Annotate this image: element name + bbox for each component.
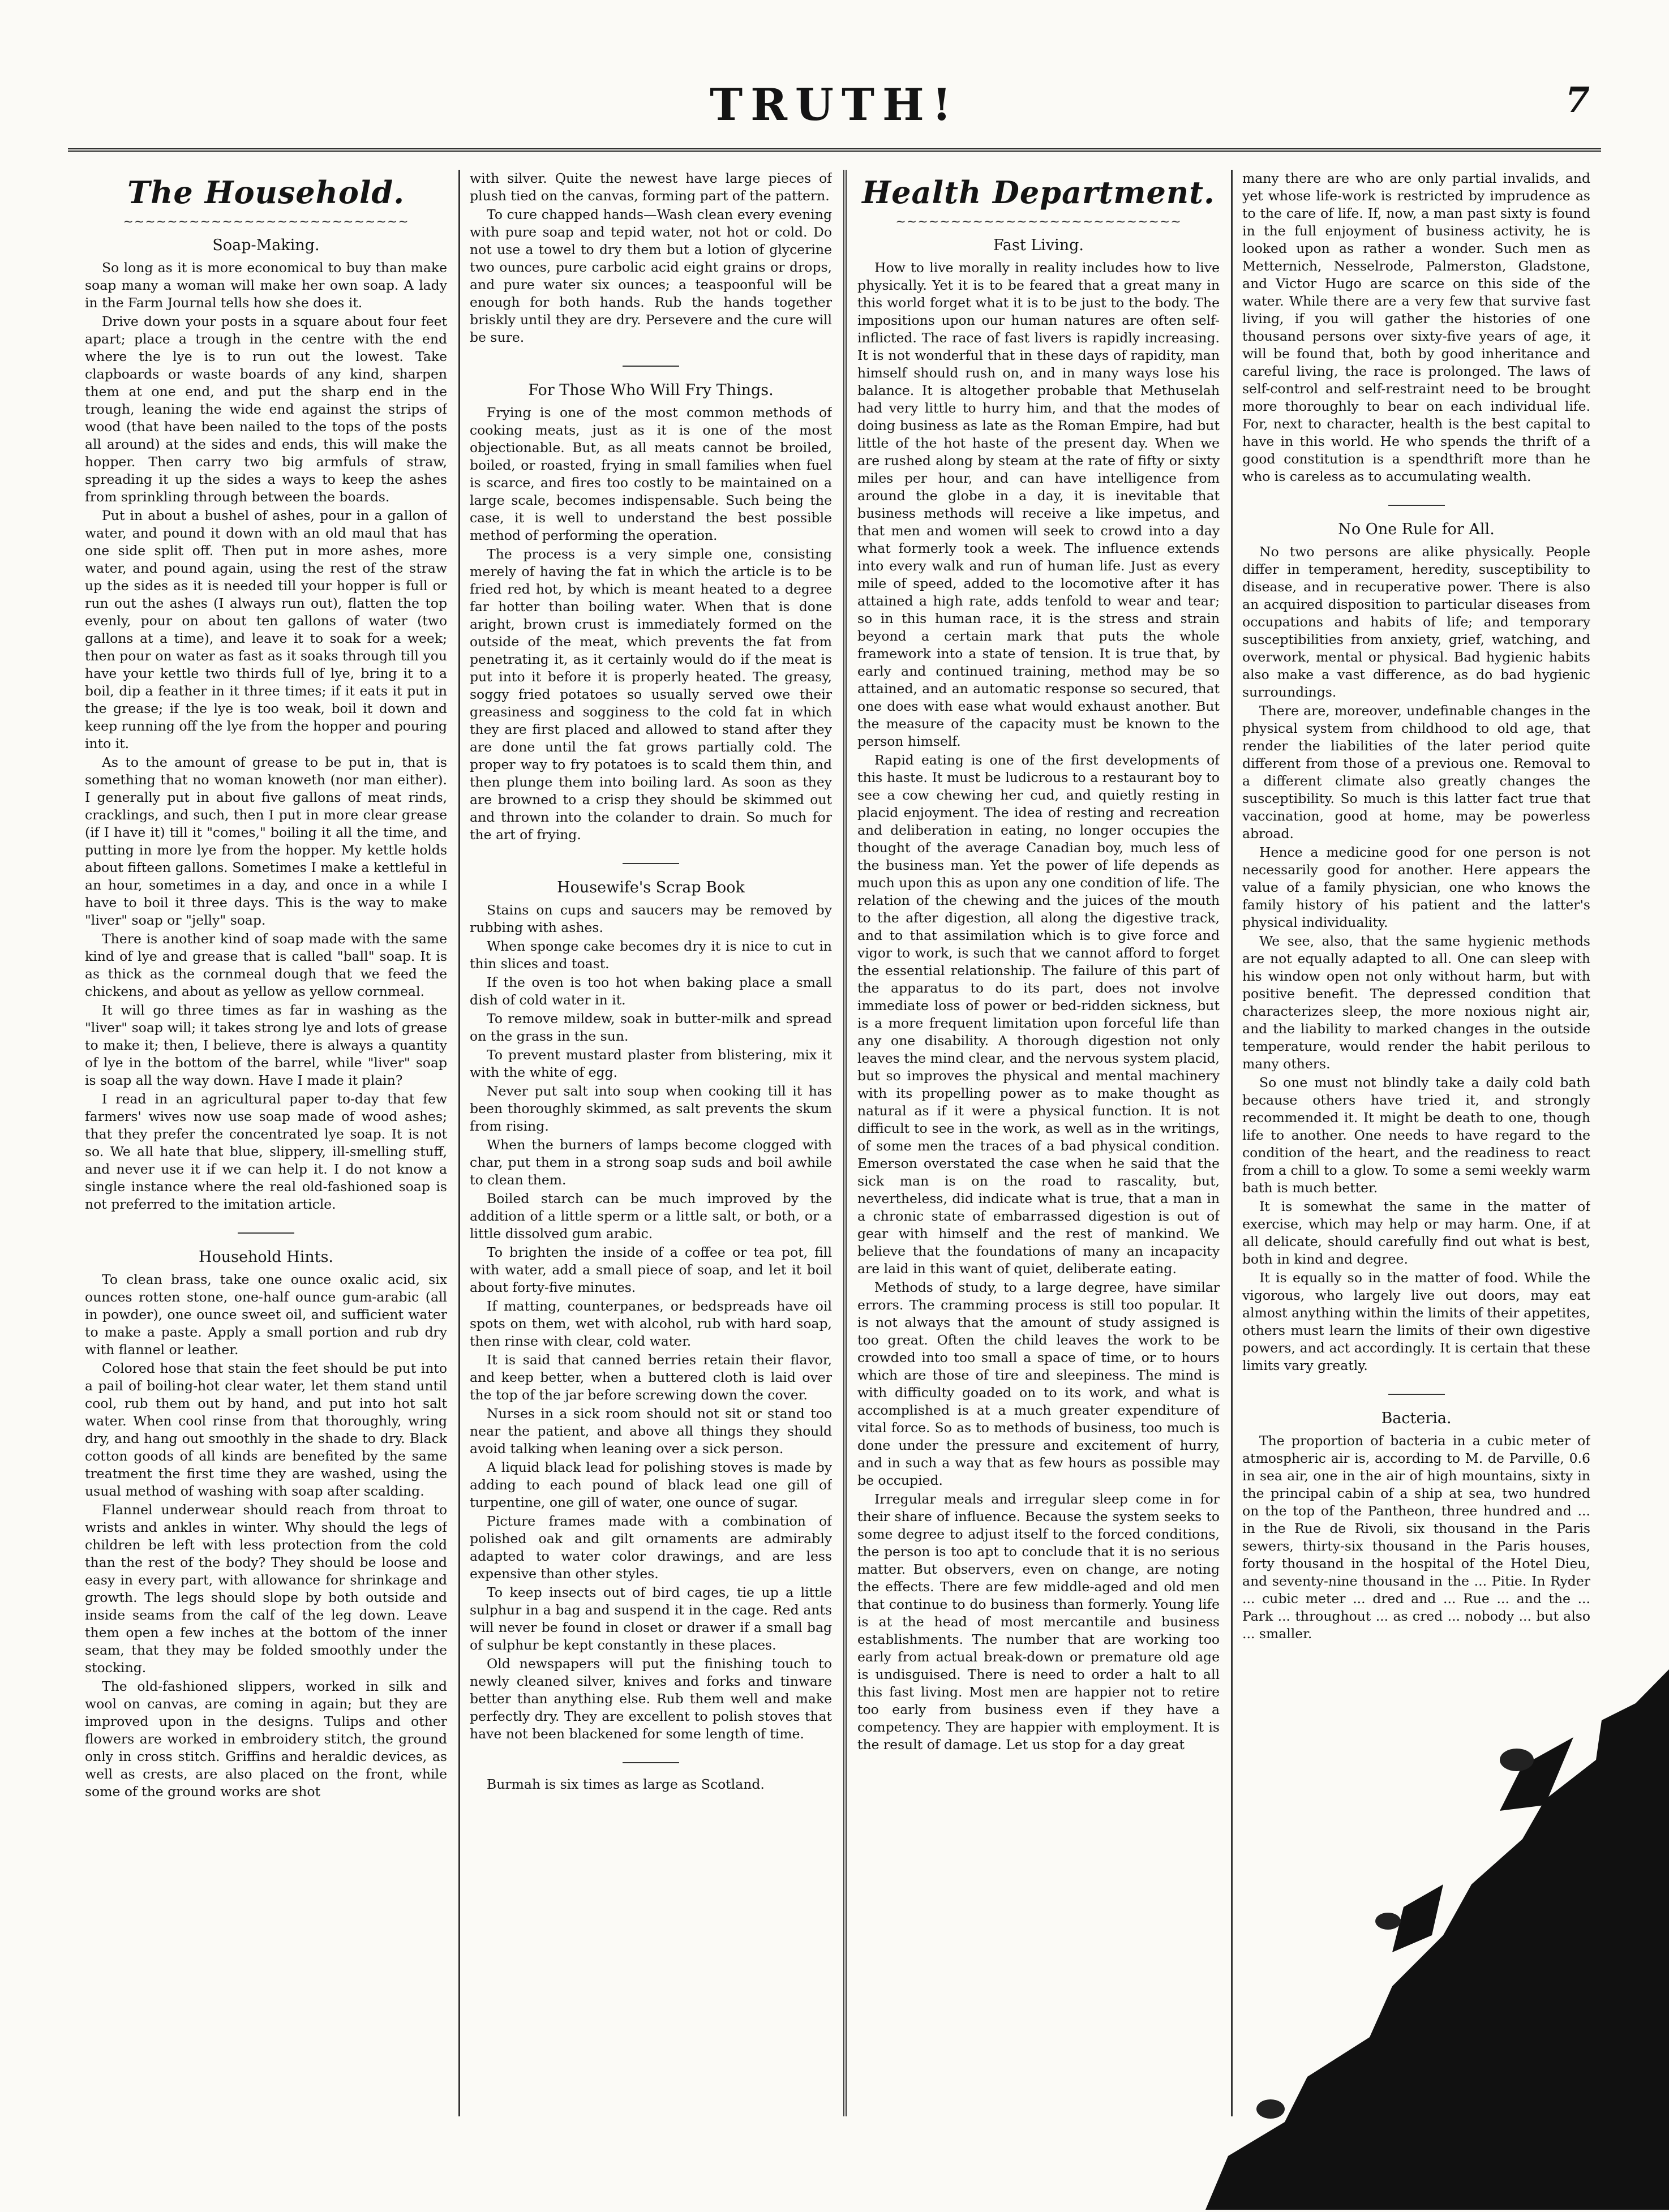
paragraph: Old newspapers will put the finishing touch to newly cleaned silver, knives and forks and tinware better than anything else. Rub them well and make perfectly dry. They are excellent to polish stoves that have not been blackened for some length of time. [470,1656,832,1742]
paragraph: with silver. Quite the newest have large pieces of plush tied on the canvas, forming part of the pattern. [470,170,832,204]
ornament-rule: ~~~~~~~~~~~~~~~~~~~~~~~~~~ [895,215,1182,229]
paragraph: many there are who are only partial invalids, and yet whose life-work is restricted by imprudence as to the care of life. If, now, a man past sixty is found in the full enjoyment of business activity, he is looked upon as rather a wonder. Such men as Metternich, Nesselrode, Palmerston, Gladstone, and Victor Hugo are scarce on this side of the water. While there are a very few that survive fast living, if you will gather the histories of one thousand persons over sixty-five years of age, it will be found that, both by good inheritance and careful living, the race is prolonged. The laws of self-control and self-restraint need to be brought more thoroughly to bear on each individual life. For, next to character, health is the best capital to have in this world. He who spends the thrift of a good constitution is a spendthrift more than he who is careless as to accumulating wealth. [1242,170,1590,484]
paragraph: How to live morally in reality includes how to live physically. Yet it is to be feared that a great many in this world forget what it is to be just to the body. The impositions upon our human natures are often self-inflicted. The race of fast livers is rapidly increasing. It is not wonderful that in these days of rapidity, man himself should rush on, and in many ways lose his balance. It is altogether probable that Methuselah had very little to hurry him, and that the modes of doing business as late as the Roman Empire, had but little of the hot haste of the present day. When we are rushed along by steam at the rate of fifty or sixty miles per hour, and can have intelligence from around the globe in a day, it is inevitable that business methods will receive a like impetus, and that men and women will seek to crowd into a day what formerly took a week. The influence extends into every walk and run of human life. Just as every mile of speed, added to the locomotive after it has attained a high rate, adds tenfold to wear and tear; so in this human race, it is the stress and strain beyond a certain mark that puts the whole framework into a state of tension. It is true that, by early and continued training, method may be so attained, and an automatic response so secured, that one does with ease what would exhaust another. But the measure of the capacity must be known to the person himself. [857,260,1220,749]
paragraph: Picture frames made with a combination of polished oak and gilt ornaments are admirably adapted to water color drawings, and are less expensive than other styles. [470,1513,832,1582]
paragraph: To keep insects out of bird cages, tie up a little sulphur in a bag and suspend it in the cage. Red ants will never be found in closet or drawer if a small bag of sulphur be kept constantly in these places. [470,1584,832,1653]
paragraph: It will go three times as far in washing as the "liver" soap will; it takes strong lye and lots of grease to make it; then, I believe, there is always a quantity of lye in the bottom of the barrel, while "liver" soap is soap all the way down. Have I made it plain? [85,1002,447,1088]
paragraph: Flannel underwear should reach from throat to wrists and ankles in winter. Why should the legs of children be left with less protection from the cold than the rest of the body? They should be loose and easy in every part, with allowance for shrinkage and growth. The legs should slope by both outside and inside seams from the calf of the leg down. Leave them open a few inches at the bottom of the inner seam, that they may be folded smoothly under the stocking. [85,1502,447,1676]
column-household-continued [470,170,832,2116]
paragraph: Never put salt into soup when cooking till it has been thoroughly skimmed, as salt prevents the skum from rising. [470,1083,832,1134]
paragraph: The process is a very simple one, consisting merely of having the fat in which the article is to be fried red hot, by which is meant heated to a degree far hotter than boiling water. When that is done aright, brown crust is immediately formed on the outside of the meat, which prevents the fat from penetrating it, as it certainly would do if the meat is put into it before it is properly heated. The greasy, soggy fried potatoes so usually served owe their greasiness and sogginess to the cold fat in which they are first placed and allowed to stand after they are done until the fat grows partially cold. The proper way to fry potatoes is to scald them thin, and then plunge them into boiling lard. As soon as they are browned to a crisp they should be skimmed out and thrown into the colander to drain. So much for the art of frying. [470,546,832,843]
paragraph: When sponge cake becomes dry it is nice to cut in thin slices and toast. [470,938,832,972]
paragraph: It is said that canned berries retain their flavor, and keep better, when a buttered cloth is laid over the top of the jar before screwing down the cover. [470,1352,832,1403]
paragraph: Boiled starch can be much improved by the addition of a little sperm or a little salt, or both, or a little dissolved gum arabic. [470,1191,832,1242]
ink-damage-blot [1205,1669,1669,2210]
column-rule [458,170,460,2116]
article-title-fast-living: Fast Living. [993,237,1084,254]
masthead [68,79,1601,153]
article-fast-living [857,259,1220,1754]
column-household [85,170,447,2116]
paragraph: Methods of study, to a large degree, have similar errors. The cramming process is still too popular. It is not always that the amount of study assigned is too great. Often the child leaves the work to be crowded into too small a space of time, or to hours which are those of tire and sleepiness. The mind is with difficulty goaded on to its work, and what is accomplished is at a much greater expenditure of vital force. So as to methods of business, too much is done under the pressure and excitement of hurry, and in such a way that as few hours as possible may be occupied. [857,1279,1220,1488]
paragraph: The proportion of bacteria in a cubic meter of atmospheric air is, according to M. de Parville, 0.6 in sea air, one in the air of high mountains, sixty in the principal cabin of a ship at sea, two hundred on the top of the Pantheon, three hundred and ... in the Rue de Rivoli, six thousand in the Paris sewers, thirty-six thousand in the Paris houses, forty thousand in the hospital of the Hotel Dieu, and seventy-nine thousand in the ... Pitie. In Ryder ... cubic meter ... dred and ... Rue ... and the ... Park ... throughout ... as cred ... nobody ... but also ... smaller. [1242,1433,1590,1642]
paragraph: Irregular meals and irregular sleep come in for their share of influence. Because the system seeks to some degree to adjust itself to the forced conditions, the person is too apt to conclude that it is no serious matter. But observers, even on change, are noting the effects. There are few middle-aged and old men that continue to do business than formerly. Young life is at the head of most mercantile and business establishments. The number that are working too early from actual break-down or premature old age is undisguised. There is need to order a halt to all this fast living. Most men are happier not to retire too early from business even if they have a competency. They are happier with employment. It is the result of damage. Let us stop for a day great [857,1491,1220,1753]
paragraph: Put in about a bushel of ashes, pour in a gallon of water, and pound it down with an old maul that has one side split off. Then put in more ashes, more water, and pound again, using the rest of the straw up the sides as it is needed till your hopper is full or run out the ashes (I always run out), flatten the top evenly, pour on about ten gallons of water (two gallons at a time), and leave it to soak for a week; then pour on water as fast as it soaks through till you have your kettle two thirds full of lye, bring it to a boil, dip a feather in it three times; if it eats it put in the grease; if the lye is too weak, boil it down and keep running off the lye from the hopper and pouring into it. [85,508,447,751]
newspaper-title: TRUTH! [710,79,959,131]
divider [1388,505,1445,506]
paragraph: I read in an agricultural paper to-day that few farmers' wives now use soap made of wood ashes; that they prefer the concentrated lye soap. It is not so. We all hate that blue, slippery, ill-smelling stuff, and never use it if we can help it. I do not know a single instance where the real old-fashioned soap is not preferred to the imitation article. [85,1091,447,1212]
paragraph: To prevent mustard plaster from blistering, mix it with the white of egg. [470,1047,832,1080]
paragraph: We see, also, that the same hygienic methods are not equally adapted to all. One can sleep with his window open not only without harm, but with positive benefit. The depressed condition that characterizes sleep, the more noxious night air, and the liability to marked changes in the outside temperature, would render the habit perilous to many others. [1242,933,1590,1072]
divider [238,1232,294,1234]
paragraph: To brighten the inside of a coffee or tea pot, fill with water, add a small piece of soap, and let it boil about forty-five minutes. [470,1244,832,1295]
column-health [857,170,1220,2116]
divider [623,863,679,864]
article-bacteria [1242,1432,1590,1643]
divider [623,366,679,367]
divider [623,1762,679,1763]
section-title-household: The Household. [127,174,405,211]
paragraph: Colored hose that stain the feet should be put into a pail of boiling-hot clear water, let them stand until cool, rub them out by hand, and put into hot salt water. When cool rinse from that thoroughly, wring dry, and hang out smoothly in the shade to dry. Black cotton goods of all kinds are benefited by the same treatment the first time they are washed, using the usual method of washing with soap after scalding. [85,1360,447,1499]
divider [1388,1394,1445,1395]
paragraph: There are, moreover, undefinable changes in the physical system from childhood to old age, that render the liabilities of the later period quite different from those of a previous one. Removal to a different climate also greatly changes the susceptibility. So much is this latter fact true that vaccination, good at home, may be powerless abroad. [1242,703,1590,841]
paragraph: So one must not blindly take a daily cold bath because others have tried it, and strongly recommended it. It might be death to one, though life to another. One needs to have regard to the condition of the heart, and the readiness to react from a chill to a glow. To some a semi weekly warm bath is much better. [1242,1075,1590,1196]
column-rule-double [843,170,847,2116]
ornament-rule: ~~~~~~~~~~~~~~~~~~~~~~~~~~ [123,215,409,229]
paragraph: No two persons are alike physically. People differ in temperament, heredity, susceptibility to disease, and in recuperative power. There is also an acquired disposition to particular diseases from occupations and habits of life; and temporary susceptibilities from anxiety, grief, watching, and overwork, mental or physical. Bad hygienic habits also make a vast difference, as do bad hygienic surroundings. [1242,544,1590,700]
paragraph: Rapid eating is one of the first developments of this haste. It must be ludicrous to a restaurant boy to see a cow chewing her cud, and quietly resting in placid enjoyment. The idea of resting and recreation and deliberation in eating, no longer occupies the thought of the average Canadian boy, much less of the business man. Yet the power of life depends as much upon this as upon any one condition of life. The relation of the chewing and the juices of the mouth to the after digestion, all along the digestive track, and to that assimilation which is to give force and vigor to work, is such that we cannot afford to forget the essential relationship. The failure of this part of the apparatus to do its part, does not involve immediate loss of power or bed-ridden sickness, but is a more frequent limitation upon forceful life than any one disability. A thorough digestion not only leaves the mind clear, and the nervous system placid, but so improves the physical and mental machinery with its propelling power as to make thought as natural as if it were a physical function. It is not difficult to see in the work, as well as in the writings, of some men the traces of a bad physical condition. Emerson overstated the case when he said that the sick man is on the road to rascality, but, nevertheless, did indicate what is true, that a man in a chronic state of embarrassed digestion is out of gear with himself and the rest of mankind. We believe that the foundations of many an incapacity are laid in this want of quiet, deliberate eating. [857,752,1220,1277]
ink-speck [1500,1749,1534,1771]
paragraph: Nurses in a sick room should not sit or stand too near the patient, and above all things they should avoid talking when leaning over a sick person. [470,1406,832,1457]
paragraph: Hence a medicine good for one person is not necessarily good for another. Here appears the value of a family physician, one who knows the family history of his patient and the latter's physical individuality. [1242,844,1590,930]
paragraph: To clean brass, take one ounce oxalic acid, six ounces rotten stone, one-half ounce gum-arabic (all in powder), one ounce sweet oil, and sufficient water to make a paste. Apply a small portion and rub dry with flannel or leather. [85,1272,447,1358]
article-frying [470,404,832,844]
paragraph: It is somewhat the same in the matter of exercise, which may help or may harm. One, if at all delicate, should carefully find out what is best, both in kind and degree. [1242,1199,1590,1267]
article-title-no-one-rule: No One Rule for All. [1338,521,1495,538]
paragraph: Frying is one of the most common methods of cooking meats, just as it is one of the most objectionable. But, as all meats cannot be broiled, boiled, or roasted, frying in small families when fuel is scarce, and fires too costly to be maintained on a large scale, becomes indispensable. Such being the case, it is well to understand the best possible method of performing the operation. [470,405,832,543]
page-number: 7 [1565,79,1590,121]
article-title-bacteria: Bacteria. [1381,1410,1452,1427]
article-title-soap-making: Soap-Making. [212,237,320,254]
masthead-rule [68,148,1601,152]
article-title-frying: For Those Who Will Fry Things. [528,381,774,399]
paragraph: Stains on cups and saucers may be removed by rubbing with ashes. [470,902,832,935]
paragraph: To cure chapped hands—Wash clean every evening with pure soap and tepid water, not hot or cold. Do not use a towel to dry them but a lotion of glycerine two ounces, pure carbolic acid eight grains or drops, and pure water six ounces; a teaspoonful will be enough for both hands. Rub the hands together briskly until they are dry. Persevere and the cure will be sure. [470,207,832,345]
ink-speck [1256,2099,1285,2119]
article-no-one-rule [1242,543,1590,1375]
paragraph: As to the amount of grease to be put in, that is something that no woman knoweth (nor man either). I generally put in about five gallons of meat rinds, cracklings, and such, then I put in more clear grease (if I have it) till it "comes," boiling it all the time, and putting in more lye from the hopper. My kettle holds about fifteen gallons. Sometimes I make a kettleful in an hour, sometimes in a day, and once in a while I have to boil it three days. This is the way to make "liver" soap or "jelly" soap. [85,754,447,928]
ink-blot-shape [1205,1669,1669,2210]
paragraph: Drive down your posts in a square about four feet apart; place a trough in the centre with the end where the lye is to run out the lowest. Take clapboards or waste boards of any kind, sharpen them at one end, and put the sharp end in the trough, leaning the wide end against the strips of wood (that have been nailed to the tops of the posts all around) at the sides and ends, this will make the hopper. Then carry two big armfuls of straw, spreading it up the sides a ways to keep the ashes from sprinkling through between the boards. [85,313,447,505]
filler-note-burmah: Burmah is six times as large as Scotland. [487,1776,765,1792]
paragraph: A liquid black lead for polishing stoves is made by adding to each pound of black lead one gill of turpentine, one gill of water, one ounce of sugar. [470,1459,832,1510]
paragraph: If the oven is too hot when baking place a small dish of cold water in it. [470,974,832,1008]
paragraph: When the burners of lamps become clogged with char, put them in a strong soap suds and boil awhile to clean them. [470,1137,832,1188]
paragraph: There is another kind of soap made with the same kind of lye and grease that is called "ball" soap. It is as thick as the cornmeal dough that we feed the chickens, and about as yellow as yellow cornmeal. [85,931,447,999]
ink-speck [1375,1913,1401,1930]
paragraph: It is equally so in the matter of food. While the vigorous, who largely live out doors, may eat almost anything within the limits of their appetites, others must learn the limits of their own digestive powers, and act accordingly. It is certain that these limits vary greatly. [1242,1270,1590,1373]
article-fast-living-continued [1242,170,1590,486]
article-soap-making [85,259,447,1213]
article-title-household-hints: Household Hints. [198,1248,334,1266]
paragraph: If matting, counterpanes, or bedspreads have oil spots on them, wet with alcohol, rub with hard soap, then rinse with clear, cold water. [470,1298,832,1349]
article-scrap-book [470,901,832,1743]
paragraph: To remove mildew, soak in butter-milk and spread on the grass in the sun. [470,1011,832,1044]
article-household-hints-continued [470,170,832,346]
paragraph: The old-fashioned slippers, worked in silk and wool on canvas, are coming in again; but they are improved upon in the designs. Tulips and other flowers are worked in embroidery stitch, the ground only in cross stitch. Griffins and heraldic devices, as well as crests, are also placed on the front, while some of the ground works are shot [85,1678,447,1799]
paragraph: So long as it is more economical to buy than make soap many a woman will make her own soap. A lady in the Farm Journal tells how she does it. [85,260,447,311]
article-household-hints [85,1271,447,1801]
section-title-health: Health Department. [862,174,1215,211]
article-title-scrap-book: Housewife's Scrap Book [557,879,745,896]
